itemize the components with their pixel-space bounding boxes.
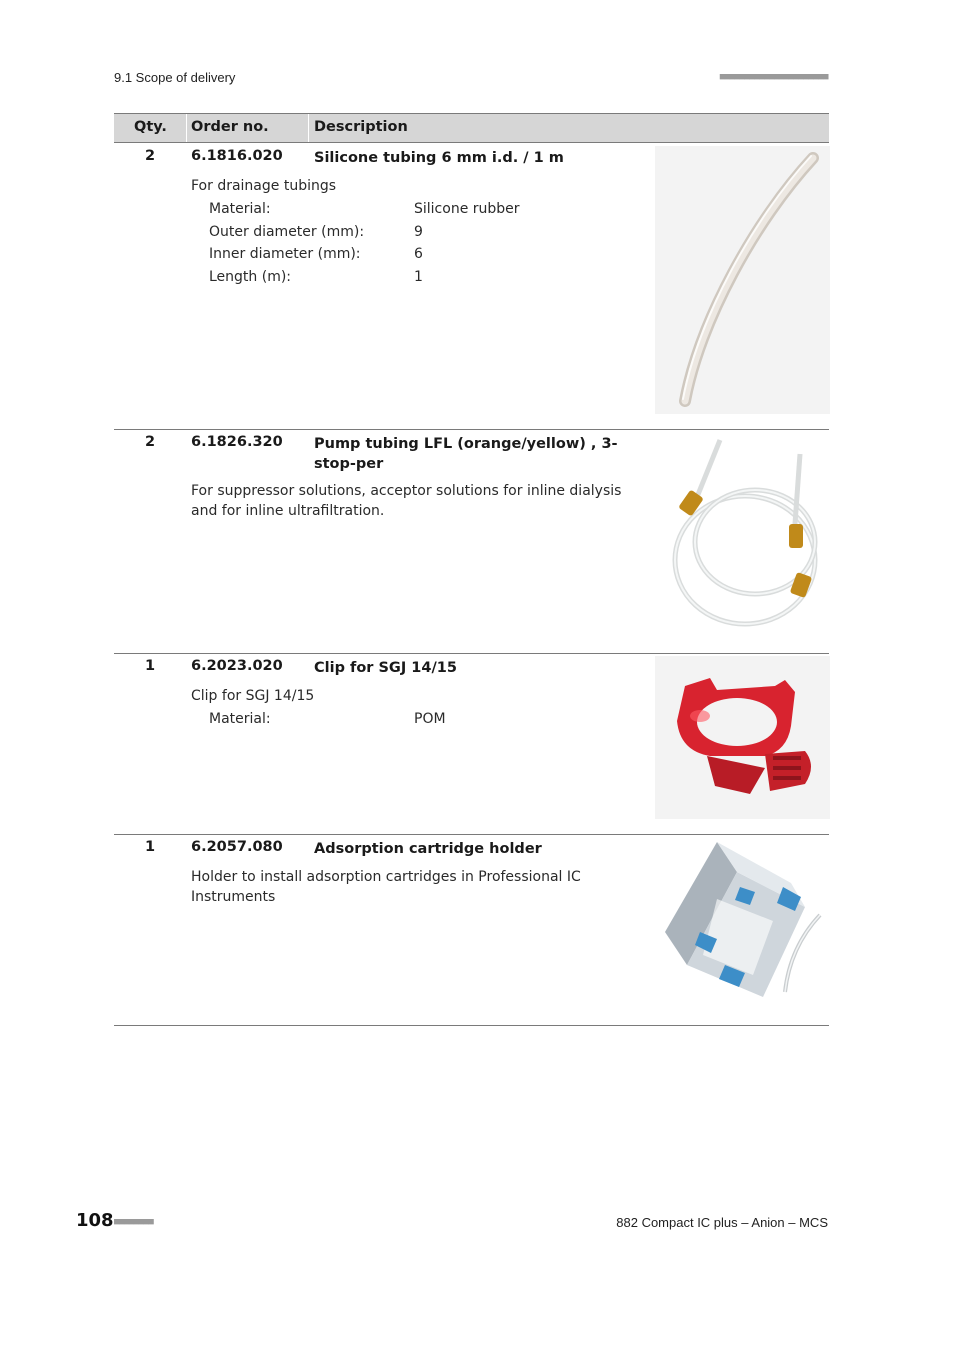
property-value: POM: [414, 711, 446, 727]
property-value: 6: [414, 246, 423, 262]
column-qty: Qty.: [134, 119, 167, 135]
property-row: [209, 221, 520, 244]
item-description: Clip for SGJ 14/15: [191, 688, 315, 704]
header-decoration: ■■■■■■■■■■■■■■■■■■■■■■: [719, 72, 828, 82]
footer-decoration: ■■■■■■■■: [114, 1217, 154, 1227]
item-order-no: 6.2023.020: [191, 658, 283, 674]
item-qty: 2: [144, 148, 156, 164]
property-value: Silicone rubber: [414, 201, 520, 217]
item-qty: 2: [144, 434, 156, 450]
item-description: For suppressor solutions, acceptor solutions for inline dialysis and for inline ultrafiltration.: [191, 483, 622, 519]
item-order-no: 6.1816.020: [191, 148, 283, 164]
item-description: For drainage tubings: [191, 178, 337, 194]
cartridge-holder-image: [655, 837, 830, 1007]
item-qty: 1: [144, 839, 156, 855]
item-qty: 1: [144, 658, 156, 674]
silicone-tubing-image: [655, 146, 830, 414]
pump-tubing-image: [655, 432, 830, 632]
property-row: [209, 266, 520, 289]
column-separator: [186, 114, 187, 142]
column-order-no: Order no.: [191, 119, 269, 135]
property-label: Material:: [209, 201, 271, 217]
property-value: 9: [414, 223, 423, 240]
property-value: 1: [414, 268, 423, 285]
property-row: [209, 243, 520, 266]
column-separator: [308, 114, 309, 142]
table-header: [114, 113, 829, 143]
property-label: Length (m):: [209, 268, 292, 285]
property-label: Inner diameter (mm):: [209, 246, 361, 262]
document-title: 882 Compact IC plus – Anion – MCS: [616, 1215, 828, 1230]
table-bottom-rule: [114, 1025, 829, 1026]
item-description: Holder to install adsorption cartridges in Professional IC Instruments: [191, 869, 581, 905]
item-properties: [209, 198, 520, 288]
item-properties: [209, 708, 446, 731]
item-title: Adsorption cartridge holder: [314, 841, 542, 857]
item-title: Silicone tubing 6 mm i.d. / 1 m: [314, 150, 564, 166]
table-row: [114, 653, 829, 834]
property-label: Material:: [209, 711, 271, 727]
item-order-no: 6.2057.080: [191, 839, 283, 855]
table-row: [114, 834, 829, 1025]
column-description: Description: [314, 119, 408, 135]
page-number: 108: [76, 1210, 114, 1231]
table-row: [114, 429, 829, 653]
running-header-section: 9.1 Scope of delivery: [114, 70, 236, 85]
property-row: [209, 198, 520, 221]
item-title: Clip for SGJ 14/15: [314, 660, 457, 676]
sgj-clip-image: [655, 656, 830, 819]
property-row: [209, 708, 446, 731]
item-title: Pump tubing LFL (orange/yellow) , 3-stop-per: [314, 436, 618, 472]
table-row: [114, 143, 829, 429]
item-order-no: 6.1826.320: [191, 434, 283, 450]
property-label: Outer diameter (mm):: [209, 223, 365, 240]
